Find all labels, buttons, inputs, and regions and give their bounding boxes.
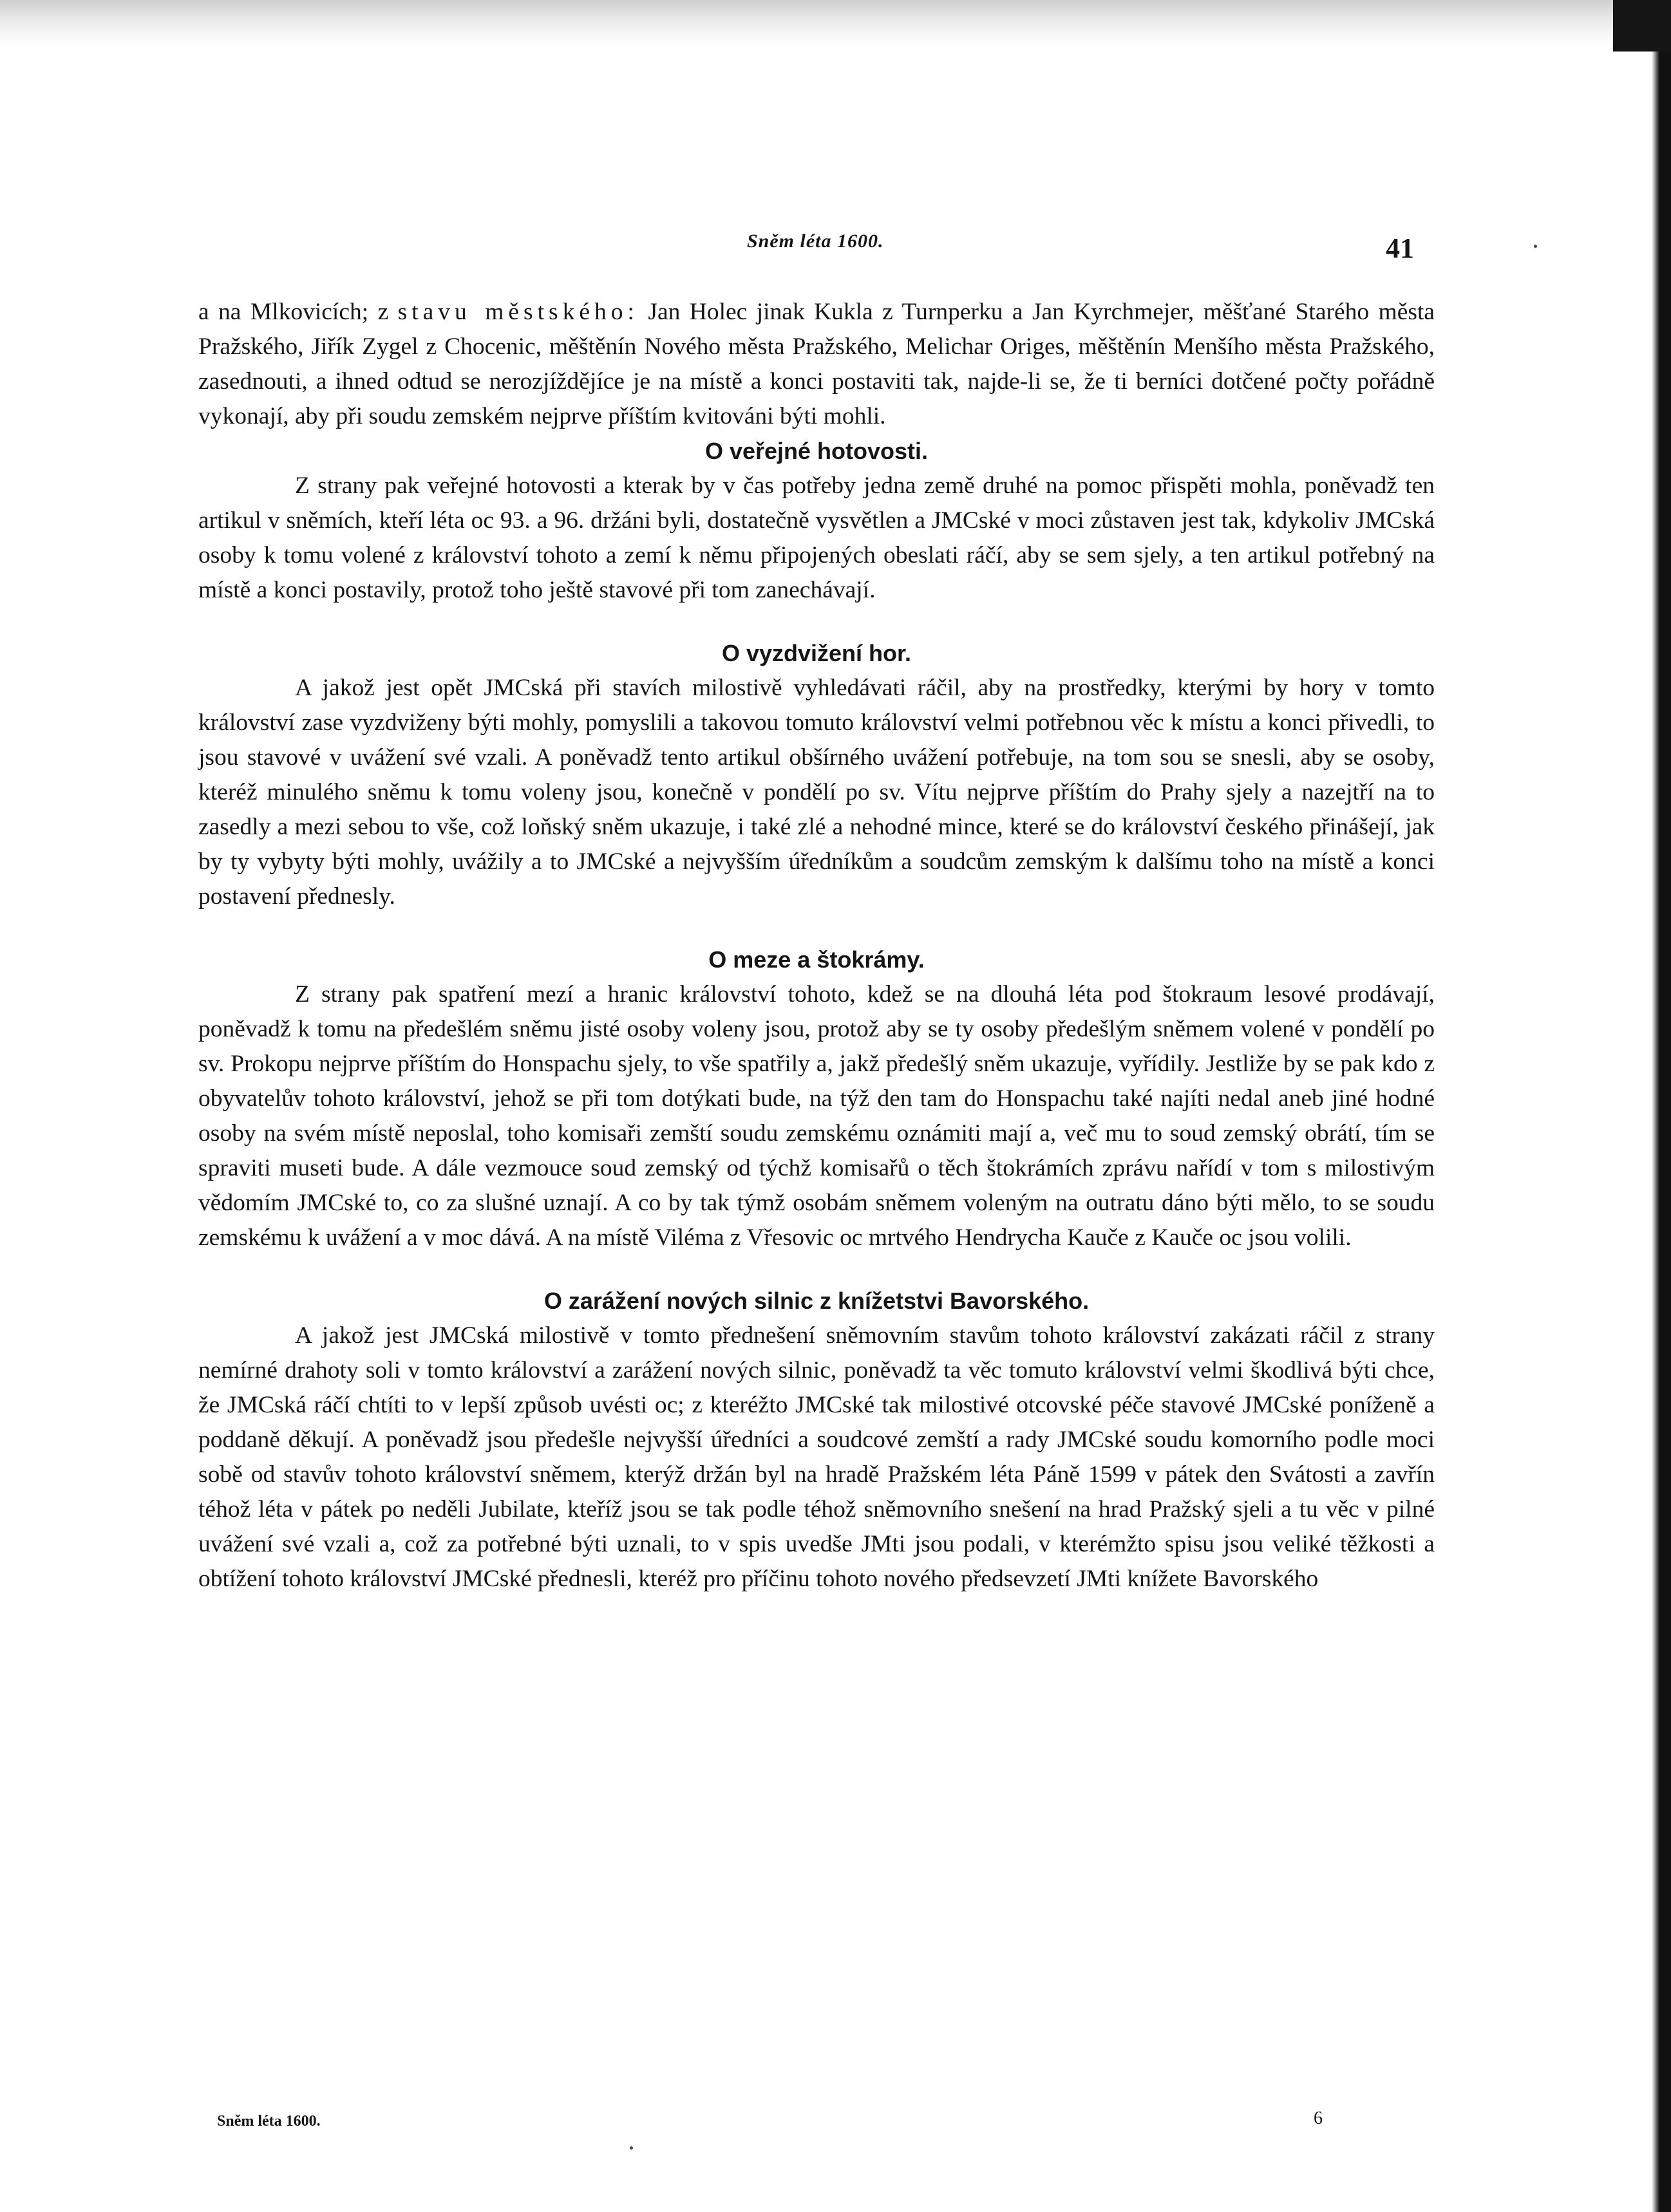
- scan-corner: [1613, 0, 1671, 52]
- footer-sheet-number: 6: [1314, 2108, 1323, 2128]
- section-heading-verejne-hotovosti: O veřejné hotovosti.: [704, 438, 929, 464]
- scan-speck: [1534, 245, 1537, 248]
- scan-speck: [630, 2146, 633, 2150]
- section-paragraph-vyzdvizeni-hor: A jakož jest opět JMCská při stavích milostivě vyhledávati ráčil, aby na prostředky, kterými by hory v tomto království zase vyzdviženy býti mohly, pomyslili a takovou tomuto království velmi potřebnou věc k místu a konci přivedli, to jsou stavové v uvážení své vzali. A poněvadž tento artikul obšírného uvážení potřebuje, na tom sou se snesli, aby se osoby, kteréž minulého sněmu k tomu voleny jsou, konečně v pondělí po sv. Vítu nejprve příštím do Prahy sjely a nazejtří na to zasedly a mezi sebou to vše, což loňský sněm ukazuje, i také zlé a nehodné mince, které se do království českého přinášejí, jak by ty vybyty býti mohly, uvážily a to JMCské a nejvyšším úředníkům a soudcům zemským k dalšímu toho na místě a konci postavení přednesly.: [198, 675, 1435, 910]
- body-text: [198, 295, 1435, 1597]
- running-title: Sněm léta 1600.: [747, 230, 884, 252]
- section-heading-zarazeni-silnic: O zarážení nových silnic z knížetstvi Bavorského.: [543, 1288, 1090, 1314]
- section-paragraph-zarazeni-silnic: A jakož jest JMCská milostivě v tomto přednešení sněmovním stavům tohoto království zakázati ráčil z strany nemírné drahoty soli v tomto království a zarážení nových silnic, poněvadž ta věc tomuto království velmi škodlivá býti chce, že JMCská ráčí chtíti to v lepší způsob uvésti oc; z kteréžto JMCské tak milostivé otcovské péče stavové JMCské poníženě a poddaně děkují. A poněvadž jsou předešle nejvyšší úředníci a soudcové zemští a rady JMCské soudu komorního podle moci sobě od stavův tohoto království sněmem, kterýž držán byl na hradě Pražském léta Páně 1599 v pátek den Svátosti a zavřín téhož léta v pátek po neděli Jubilate, kteříž jsou se tak podle téhož sněmovního snešení na hrad Pražský sjeli a tu věc v pilné uvážení své vzali a, což za potřebné býti uznali, to v spis uvedše JMti jsou podali, v kterémžto spisu jsou veliké těžkosti a obtížení tohoto království JMCské přednesli, kteréž pro příčinu tohoto nového předsevzetí JMti knížete Bavorského: [198, 1322, 1435, 1592]
- section-heading-meze-stokramy: O meze a štokrámy.: [708, 946, 925, 973]
- page-number: 41: [1386, 232, 1414, 264]
- spaced-emphasis: stavu městského:: [397, 299, 639, 325]
- section-paragraph-verejne-hotovosti: Z strany pak veřejné hotovosti a kterak by v čas potřeby jedna země druhé na pomoc přispěti mohla, poněvadž ten artikul v sněmích, kteří léta oc 93. a 96. držáni byli, dostatečně vysvětlen a JMCské v moci zůstaven jest tak, kdykoliv JMCská osoby k tomu volené z království tohoto a zemí k němu připojených obeslati ráčí, aby se sem sjely, a ten artikul potřebný na místě a konci postavily, protož toho ještě stavové při tom zanechávají.: [198, 473, 1435, 603]
- opening-paragraph: [198, 295, 1435, 434]
- section-paragraph-meze-stokramy: Z strany pak spatření mezí a hranic království tohoto, kdež se na dlouhá léta pod štokraum lesové prodávají, poněvadž k tomu na předešlém sněmu jisté osoby voleny jsou, protož aby se ty osoby předešlým sněmem volené v pondělí po sv. Prokopu nejprve příštím do Honspachu sjely, to vše spatřily a, jakž předešlý sněm ukazuje, vyřídily. Jestliže by se pak kdo z obyvatelův tohoto království, jehož se při tom dotýkati bude, na týž den tam do Honspachu také najíti nedal aneb jiné hodné osoby na svém místě neposlal, toho komisaři zemští soudu zemskému oznámiti mají a, več mu to soud zemský obrátí, tím se spraviti museti bude. A dále vezmouce soud zemský od týchž komisařů o těch štokrámích zprávu nařídí v tom s milostivým vědomím JMCské to, co za slušné uznají. A co by tak týmž osobám sněmem voleným na outratu dáno býti mělo, to se soudu zemskému k uvážení a v moc dává. A na místě Viléma z Vřesovic oc mrtvého Hendrycha Kauče z Kauče oc jsou volili.: [198, 981, 1435, 1251]
- scan-edge-right: [1652, 0, 1671, 2212]
- opening-text-rest: Jan Holec jinak Kukla z Turnperku a Jan Kyrchmejer, měšťané Starého města Pražského, Jiřík Zygel z Chocenic, měštěnín Nového města Pražského, Melichar Origes, měštěnín Menšího města Pražského, zasednouti, a ihned odtud se nerozjíždějíce je na místě a konci postaviti tak, najde-li se, že ti berníci dotčené počty pořádně vykonají, aby při soudu zemském nejprve příštím kvitováni býti mohli.: [198, 299, 1435, 429]
- section-heading-vyzdvizeni-hor: O vyzdvižení hor.: [721, 640, 912, 666]
- footer-signature: Sněm léta 1600.: [217, 2113, 321, 2130]
- opening-text-start: a na Mlkovicích; z: [198, 299, 398, 325]
- scan-edge-top: [0, 0, 1671, 45]
